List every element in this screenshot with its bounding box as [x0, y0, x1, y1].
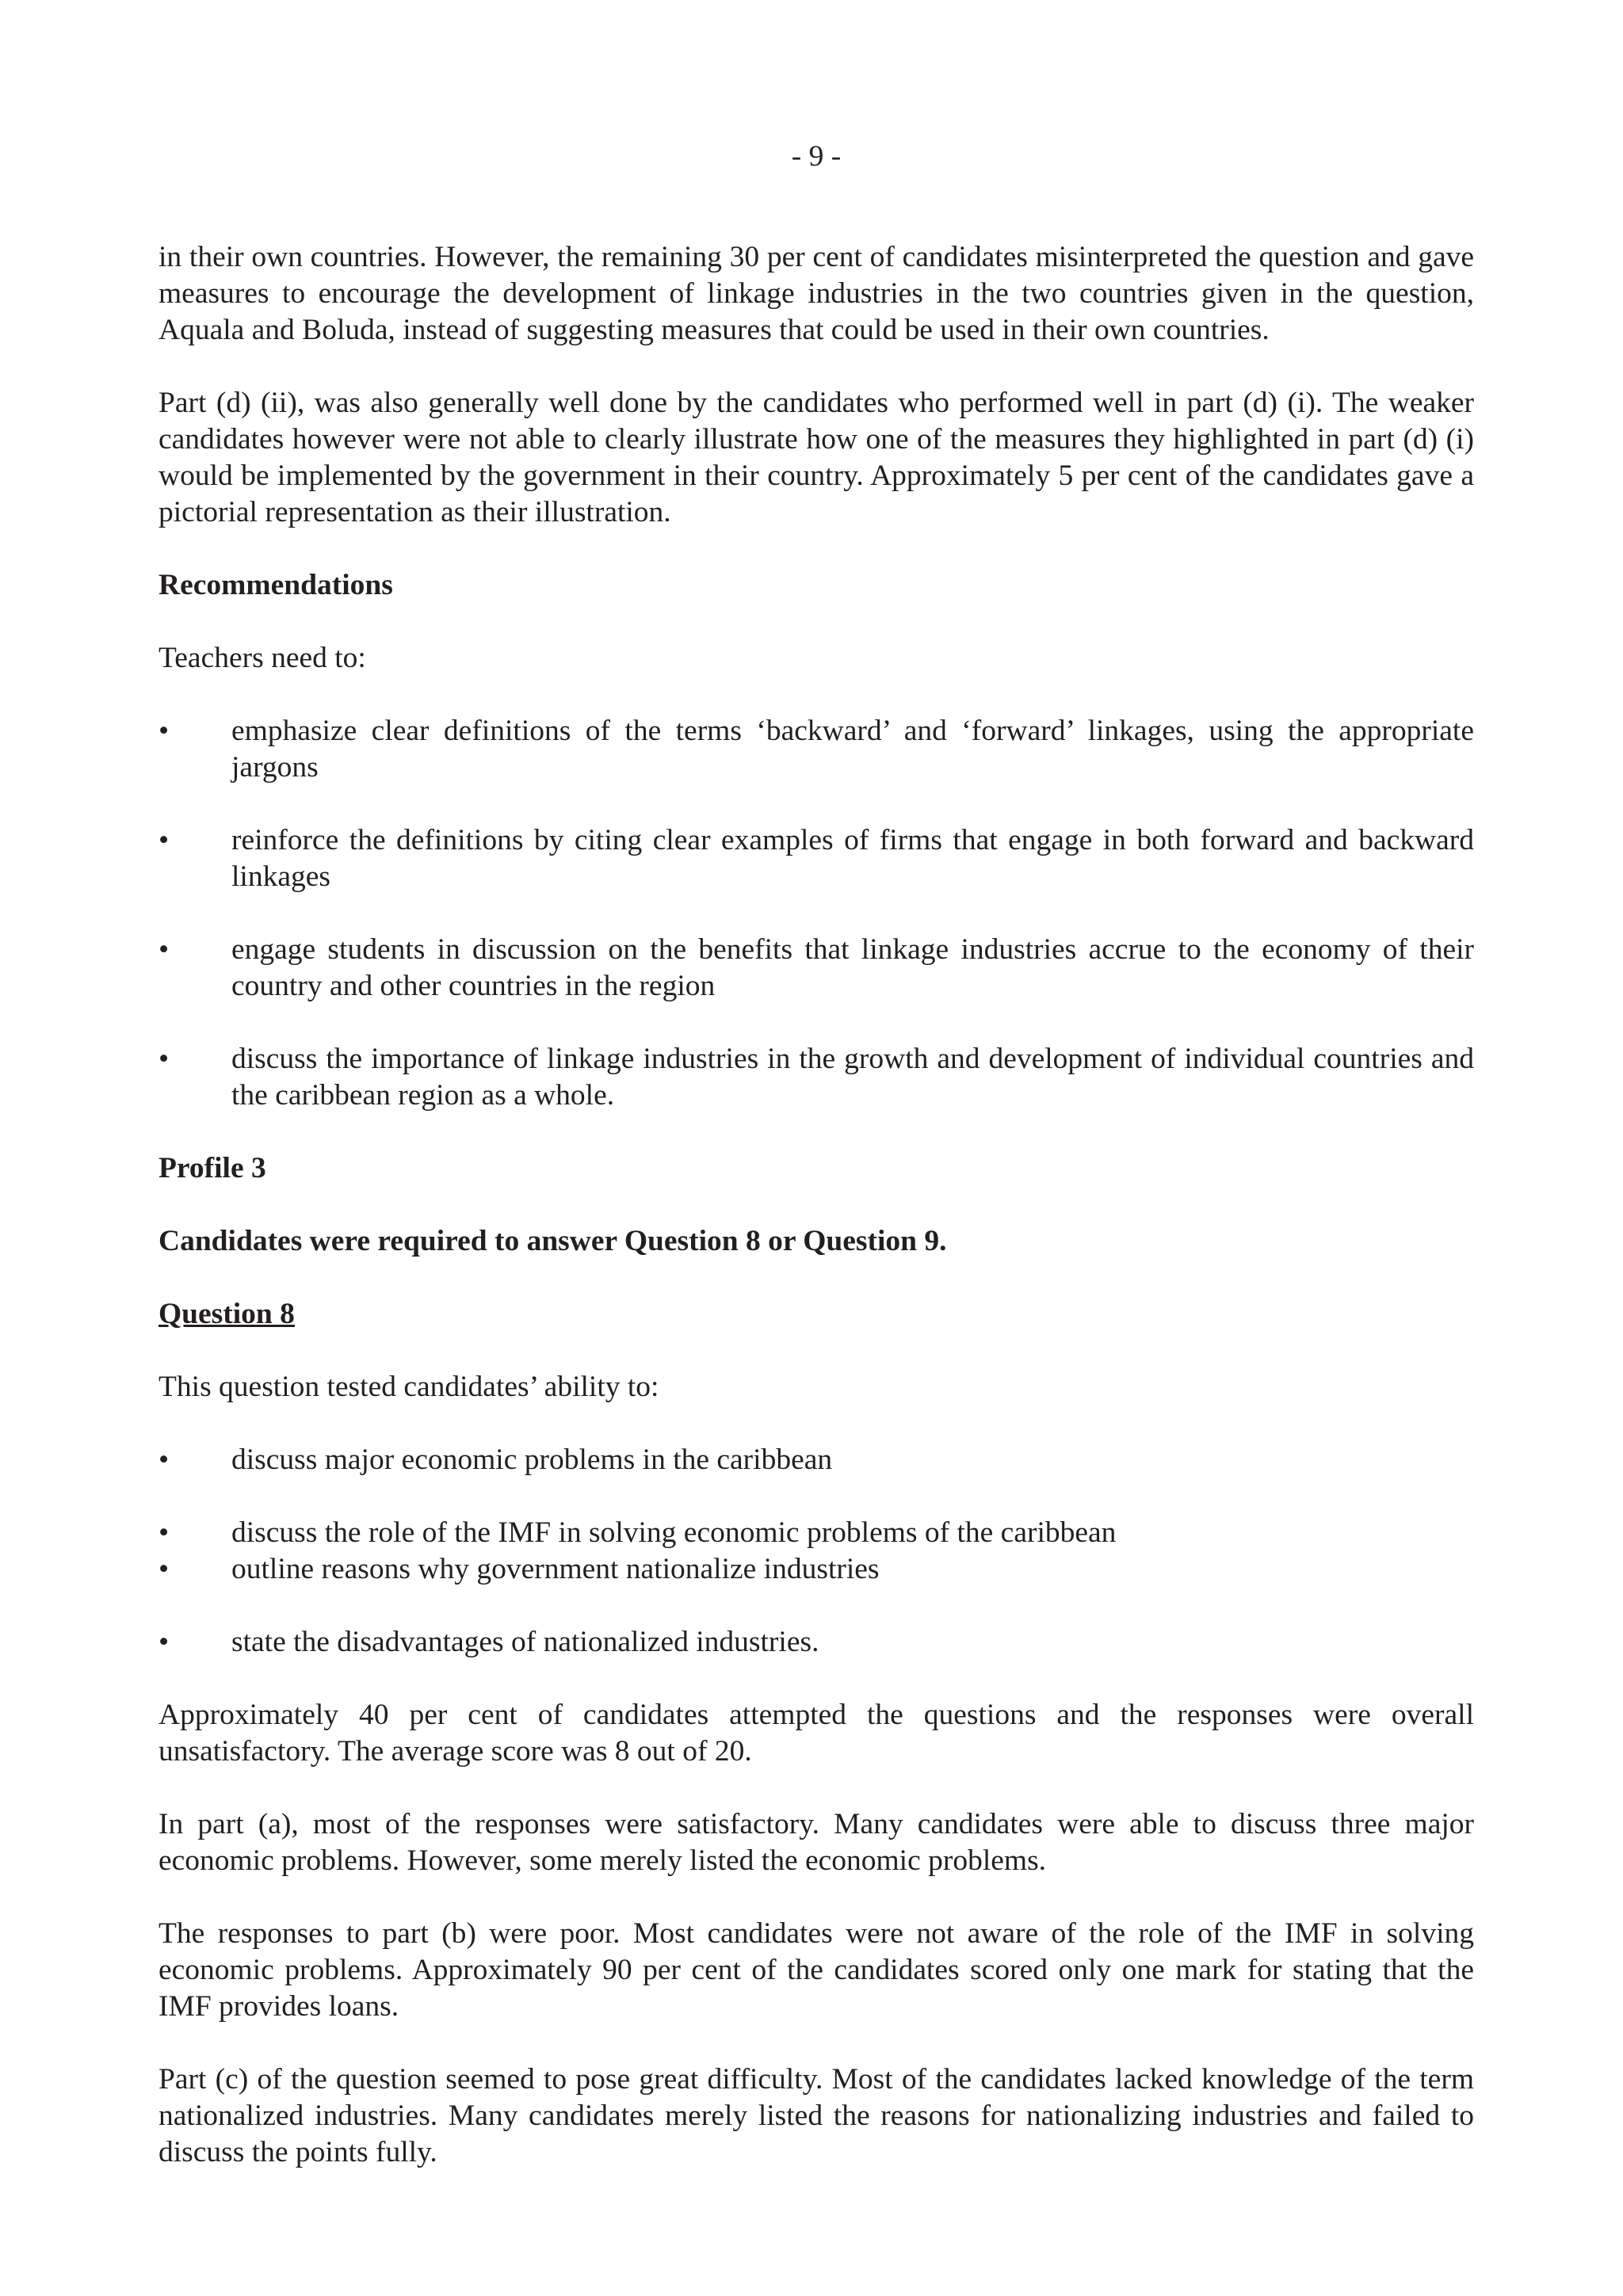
profile-instruction: Candidates were required to answer Question 8 or Question 9.	[158, 1225, 947, 1257]
list-item	[158, 1515, 1474, 1551]
list-item	[158, 932, 1474, 1005]
paragraph-part-d-ii: Part (d) (ii), was also generally well done by the candidates who performed well in part (d) (i). The weaker candidates however were not able to clearly illustrate how one of the measures they highlighted in part (d) (i) would be implemented by the government in their country. Approximately 5 per cent of the candidates gave a pictorial representation as their illustration.	[158, 387, 1474, 528]
bullet-icon: •	[158, 1444, 170, 1476]
bullet-icon: •	[158, 1553, 170, 1585]
list-item-text: engage students in discussion on the benefits that linkage industries accrue to the economy of their country and other countries in the region	[231, 933, 1474, 1002]
recommendations-list	[158, 713, 1474, 1114]
recommendations-intro: Teachers need to:	[158, 642, 366, 674]
list-item-text: discuss major economic problems in the caribbean	[231, 1444, 833, 1476]
bullet-icon: •	[158, 715, 170, 747]
bullet-icon: •	[158, 1516, 170, 1549]
list-item	[158, 822, 1474, 895]
list-item	[158, 1041, 1474, 1114]
paragraph-part-b: The responses to part (b) were poor. Most candidates were not aware of the role of the IMF in solving economic problems. Approximately 90 per cent of the candidates scored only one mark for stating that the IMF provides loans.	[158, 1917, 1474, 2023]
question-8-objectives-list	[158, 1442, 1474, 1661]
list-item-text: outline reasons why government nationalize industries	[231, 1553, 880, 1585]
list-item	[158, 1551, 1474, 1588]
question-8-heading: Question 8	[158, 1298, 295, 1330]
bullet-icon: •	[158, 1043, 170, 1075]
paragraph-attempt-rate: Approximately 40 per cent of candidates attempted the questions and the responses were overall unsatisfactory. The average score was 8 out of 20.	[158, 1699, 1474, 1768]
profile-heading: Profile 3	[158, 1152, 266, 1184]
list-item-text: discuss the role of the IMF in solving economic problems of the caribbean	[231, 1516, 1117, 1549]
recommendations-heading: Recommendations	[158, 569, 393, 601]
list-item	[158, 1442, 1474, 1478]
page-number: - 9 -	[791, 140, 842, 173]
bullet-icon: •	[158, 824, 170, 856]
paragraph-part-a: In part (a), most of the responses were satisfactory. Many candidates were able to discuss three major economic problems. However, some merely listed the economic problems.	[158, 1808, 1474, 1877]
bullet-icon: •	[158, 1626, 170, 1658]
list-item	[158, 1624, 1474, 1661]
paragraph-continuation: in their own countries. However, the remaining 30 per cent of candidates misinterpreted the question and gave measures to encourage the development of linkage industries in the two countries given in the question, Aquala and Boluda, instead of suggesting measures that could be used in their own countries.	[158, 241, 1474, 346]
question-8-intro: This question tested candidates’ ability to:	[158, 1371, 659, 1403]
bullet-icon: •	[158, 933, 170, 966]
list-item-text: discuss the importance of linkage industries in the growth and development of individual countries and the caribbean region as a whole.	[231, 1043, 1474, 1112]
list-item	[158, 713, 1474, 786]
paragraph-part-c: Part (c) of the question seemed to pose great difficulty. Most of the candidates lacked knowledge of the term nationalized industries. Many candidates merely listed the reasons for nationalizing industries and failed to discuss the points fully.	[158, 2063, 1474, 2168]
document-page	[158, 139, 1474, 2207]
list-item-text: emphasize clear definitions of the terms ‘backward’ and ‘forward’ linkages, using the appropriate jargons	[231, 715, 1474, 784]
list-item-text: state the disadvantages of nationalized industries.	[231, 1626, 819, 1658]
list-item-text: reinforce the definitions by citing clear examples of firms that engage in both forward and backward linkages	[231, 824, 1474, 893]
